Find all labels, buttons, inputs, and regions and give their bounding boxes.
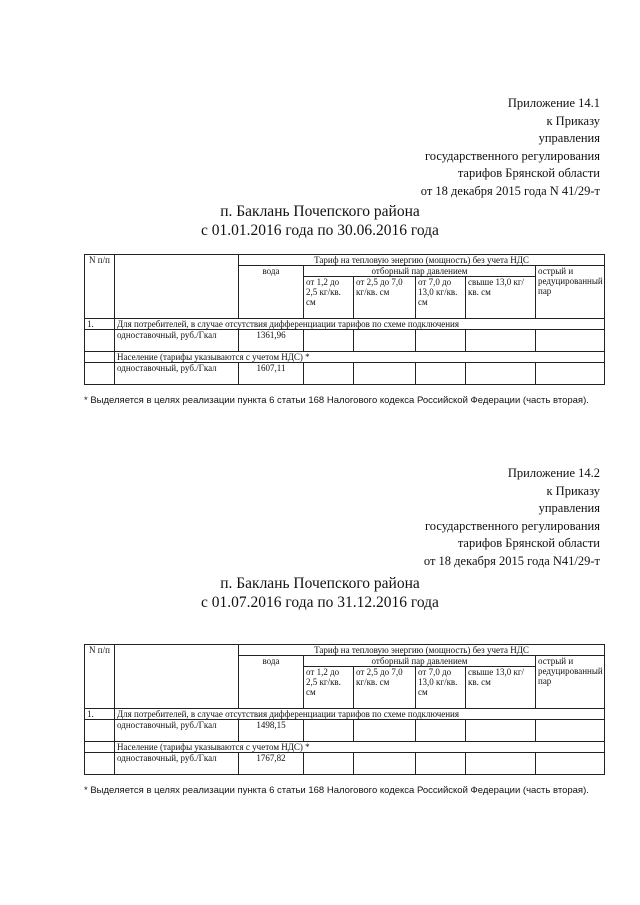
appendix-line: государственного регулирования — [424, 518, 600, 533]
population-rate-value: 1607,11 — [239, 363, 304, 385]
rate-value: 1498,15 — [239, 720, 304, 742]
title-locality: п. Баклань Почепского района — [220, 575, 420, 592]
section-title-2 — [0, 574, 640, 612]
col-number-header: N п/п — [85, 645, 115, 709]
sharp-steam-header: острый и редуцированный пар — [536, 266, 605, 319]
steam-header: отборный пар давлением — [304, 656, 536, 667]
title-period: с 01.01.2016 года по 30.06.2016 года — [201, 222, 439, 239]
water-header: вода — [239, 266, 304, 319]
rate-value: 1361,96 — [239, 330, 304, 352]
appendix-line: управления — [538, 501, 600, 515]
empty-cell — [416, 363, 466, 385]
population-row: Население (тарифы указываются с учетом НДС) * — [115, 352, 605, 363]
empty-cell — [354, 720, 416, 742]
pressure-header-2: от 2,5 до 7,0 кг/кв. см — [354, 277, 416, 319]
appendix-header-1 — [340, 95, 600, 200]
empty-cell — [304, 753, 354, 775]
appendix-line: тарифов Брянской области — [457, 166, 600, 180]
row-number: 1. — [85, 709, 115, 720]
footnote-2: * Выделяется в целях реализации пункта 6 статьи 168 Налогового кодекса Российской Федерации (часть вторая). — [84, 785, 589, 796]
empty-cell — [304, 330, 354, 352]
pressure-header-4: свыше 13,0 кг/кв. см — [466, 667, 536, 709]
rate-label: одноставочный, руб./Гкал — [115, 720, 239, 742]
empty-cell — [304, 363, 354, 385]
title-period: с 01.07.2016 года по 31.12.2016 года — [201, 594, 439, 611]
pressure-header-1: от 1,2 до 2,5 кг/кв. см — [304, 667, 354, 709]
empty-cell — [416, 330, 466, 352]
empty-cell — [85, 330, 115, 352]
pressure-header-3: от 7,0 до 13,0 кг/кв. см — [416, 277, 466, 319]
pressure-header-1: от 1,2 до 2,5 кг/кв. см — [304, 277, 354, 319]
empty-cell — [466, 720, 536, 742]
empty-cell — [85, 720, 115, 742]
population-rate-label: одноставочный, руб./Гкал — [115, 753, 239, 775]
empty-cell — [85, 352, 115, 363]
appendix-header-2 — [340, 465, 600, 570]
steam-header: отборный пар давлением — [304, 266, 536, 277]
sharp-steam-header: острый и редуцированный пар — [536, 656, 605, 709]
appendix-line: от 18 декабря 2015 года N41/29-т — [423, 553, 600, 568]
empty-cell — [416, 753, 466, 775]
row-number: 1. — [85, 319, 115, 330]
empty-cell — [536, 720, 605, 742]
tariff-header: Тариф на тепловую энергию (мощность) без учета НДС — [239, 255, 605, 266]
col-number-header: N п/п — [85, 255, 115, 319]
empty-cell — [354, 753, 416, 775]
section-title-1 — [0, 202, 640, 240]
population-rate-value: 1767,82 — [239, 753, 304, 775]
empty-cell — [466, 753, 536, 775]
empty-header-cell — [115, 255, 239, 319]
tariff-header: Тариф на тепловую энергию (мощность) без учета НДС — [239, 645, 605, 656]
rate-label: одноставочный, руб./Гкал — [115, 330, 239, 352]
tariff-table-2 — [84, 644, 605, 775]
appendix-line: Приложение 14.1 — [507, 96, 600, 110]
empty-cell — [304, 720, 354, 742]
pressure-header-4: свыше 13,0 кг/кв. см — [466, 277, 536, 319]
empty-cell — [354, 330, 416, 352]
appendix-line: от 18 декабря 2015 года N 41/29-т — [420, 183, 600, 198]
appendix-line: Приложение 14.2 — [507, 466, 600, 480]
appendix-line: управления — [538, 131, 600, 145]
empty-header-cell — [115, 645, 239, 709]
empty-cell — [85, 363, 115, 385]
empty-cell — [536, 363, 605, 385]
pressure-header-2: от 2,5 до 7,0 кг/кв. см — [354, 667, 416, 709]
population-row: Население (тарифы указываются с учетом НДС) * — [115, 742, 605, 753]
empty-cell — [354, 363, 416, 385]
footnote-1: * Выделяется в целях реализации пункта 6 статьи 168 Налогового кодекса Российской Федерации (часть вторая). — [84, 395, 589, 406]
appendix-line: к Приказу — [546, 483, 600, 498]
pressure-header-3: от 7,0 до 13,0 кг/кв. см — [416, 667, 466, 709]
population-rate-label: одноставочный, руб./Гкал — [115, 363, 239, 385]
appendix-line: тарифов Брянской области — [457, 536, 600, 550]
empty-cell — [536, 330, 605, 352]
title-locality: п. Баклань Почепского района — [220, 203, 420, 220]
consumers-row: Для потребителей, в случае отсутствия дифференциации тарифов по схеме подключения — [115, 319, 605, 330]
empty-cell — [416, 720, 466, 742]
empty-cell — [466, 330, 536, 352]
consumers-row: Для потребителей, в случае отсутствия дифференциации тарифов по схеме подключения — [115, 709, 605, 720]
water-header: вода — [239, 656, 304, 709]
appendix-line: государственного регулирования — [424, 148, 600, 163]
empty-cell — [85, 753, 115, 775]
tariff-table-1 — [84, 254, 605, 385]
empty-cell — [536, 753, 605, 775]
appendix-line: к Приказу — [546, 113, 600, 128]
empty-cell — [466, 363, 536, 385]
empty-cell — [85, 742, 115, 753]
